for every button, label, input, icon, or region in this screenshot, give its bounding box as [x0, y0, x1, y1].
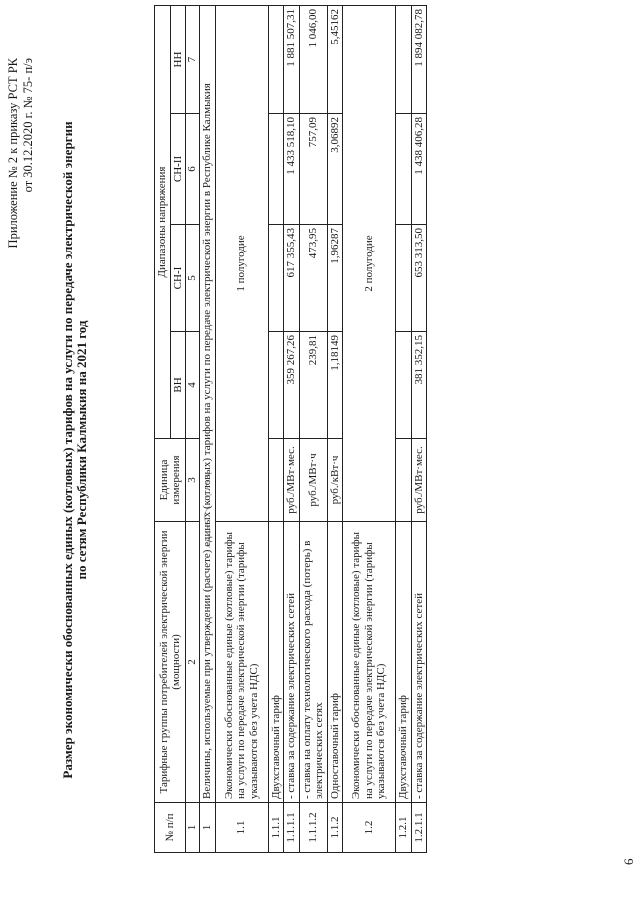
table-row	[200, 5, 216, 852]
value-sn2: 757,09	[299, 114, 327, 225]
column-number-row	[186, 5, 200, 852]
empty-cell	[268, 332, 284, 439]
header-vn: ВН	[170, 332, 186, 439]
tariff-table	[154, 5, 427, 853]
value-sn1: 653 313,50	[411, 225, 427, 332]
page-number: 6	[621, 858, 636, 865]
row-text: - ставка за содержание электрических сетей	[411, 522, 427, 803]
empty-cell	[396, 114, 412, 225]
empty-cell	[268, 225, 284, 332]
unit-cell: руб./МВт·ч	[299, 439, 327, 522]
header-voltage-ranges: Диапазоны напряжения	[155, 5, 171, 438]
column-number: 5	[186, 225, 200, 332]
row-text: - ставка на оплату технологического расхода (потерь) в электрических сетях	[299, 522, 327, 803]
column-number: 2	[186, 522, 200, 803]
column-number: 3	[186, 439, 200, 522]
row-num: 1.1.1.2	[299, 803, 327, 853]
table-row	[411, 5, 427, 852]
table-row	[284, 5, 300, 852]
unit-cell: руб./МВт·мес.	[411, 439, 427, 522]
document-title-line-1: Размер экономически обоснованных единых (котловых) тарифов на услуги по передаче электрической энергии	[60, 121, 75, 779]
value-vn: 381 352,15	[411, 332, 427, 439]
value-sn2: 3,06892	[327, 114, 343, 225]
empty-cell	[268, 114, 284, 225]
header-sn1: СН-I	[170, 225, 186, 332]
header-nn: НН	[170, 5, 186, 113]
value-nn: 1 894 082,78	[411, 5, 427, 113]
value-vn: 359 267,26	[284, 332, 300, 439]
row-num: 1.1	[215, 803, 268, 853]
row-num: 1	[200, 803, 216, 853]
empty-cell	[268, 5, 284, 113]
row-num: 1.2	[343, 803, 396, 853]
appendix-line-2: от 30.12.2020 г. № 75- п/э	[21, 58, 35, 193]
empty-cell	[396, 5, 412, 113]
row-text: Двухставочный тариф	[396, 522, 412, 803]
header-sn2: СН-II	[170, 114, 186, 225]
value-nn: 1 046,00	[299, 5, 327, 113]
unit-cell: руб./МВт·мес.	[284, 439, 300, 522]
value-vn: 1,18149	[327, 332, 343, 439]
value-nn: 5,45162	[327, 5, 343, 113]
empty-cell	[396, 225, 412, 332]
empty-cell	[396, 439, 412, 522]
row-num: 1.1.1	[268, 803, 284, 853]
appendix-line-1: Приложение № 2 к приказу РСТ РК	[6, 58, 20, 249]
table-row	[299, 5, 327, 852]
column-number: 1	[186, 803, 200, 853]
value-sn2: 1 433 518,10	[284, 114, 300, 225]
appendix-header	[6, 58, 36, 248]
period-label: 2 полугодие	[343, 5, 396, 521]
column-number: 7	[186, 5, 200, 113]
table-row	[396, 5, 412, 852]
row-text: Двухставочный тариф	[268, 522, 284, 803]
header-unit: Единица измерения	[155, 439, 186, 522]
table-row	[343, 5, 396, 852]
column-number: 6	[186, 114, 200, 225]
row-text: - ставка за содержание электрических сетей	[284, 522, 300, 803]
table-row	[215, 5, 268, 852]
value-sn1: 1,96287	[327, 225, 343, 332]
row-text: Одноставочный тариф	[327, 522, 343, 803]
document-title-line-2: по сетям Республики Калмыкия на 2021 год	[74, 320, 89, 580]
row-num: 1.2.1	[396, 803, 412, 853]
row-num: 1.1.2	[327, 803, 343, 853]
value-sn2: 1 438 406,28	[411, 114, 427, 225]
row-num: 1.2.1.1	[411, 803, 427, 853]
value-sn1: 473,95	[299, 225, 327, 332]
row-text: Величины, используемые при утверждении (расчете) единых (котловых) тарифов на услуги по передаче электрической энергии в Республике Калмыкия	[200, 5, 216, 802]
table-row	[327, 5, 343, 852]
value-nn: 1 881 507,31	[284, 5, 300, 113]
unit-cell: руб./кВт·ч	[327, 439, 343, 522]
header-num: № п/п	[155, 803, 186, 853]
table-row	[268, 5, 284, 852]
header-group: Тарифные группы потребителей электрической энергии (мощности)	[155, 522, 186, 803]
document-title	[61, 35, 89, 865]
header-row	[155, 5, 171, 852]
row-num: 1.1.1.1	[284, 803, 300, 853]
period-label: 1 полугодие	[215, 5, 268, 521]
empty-cell	[268, 439, 284, 522]
empty-cell	[396, 332, 412, 439]
value-vn: 239,81	[299, 332, 327, 439]
row-text: Экономически обоснованные единые (котловые) тарифы на услуги по передаче электрической энергии (тарифы указываются без учета НДС)	[215, 522, 268, 803]
column-number: 4	[186, 332, 200, 439]
value-sn1: 617 355,43	[284, 225, 300, 332]
row-text: Экономически обоснованные единые (котловые) тарифы на услуги по передаче электрической энергии (тарифы указываются без учета НДС)	[343, 522, 396, 803]
